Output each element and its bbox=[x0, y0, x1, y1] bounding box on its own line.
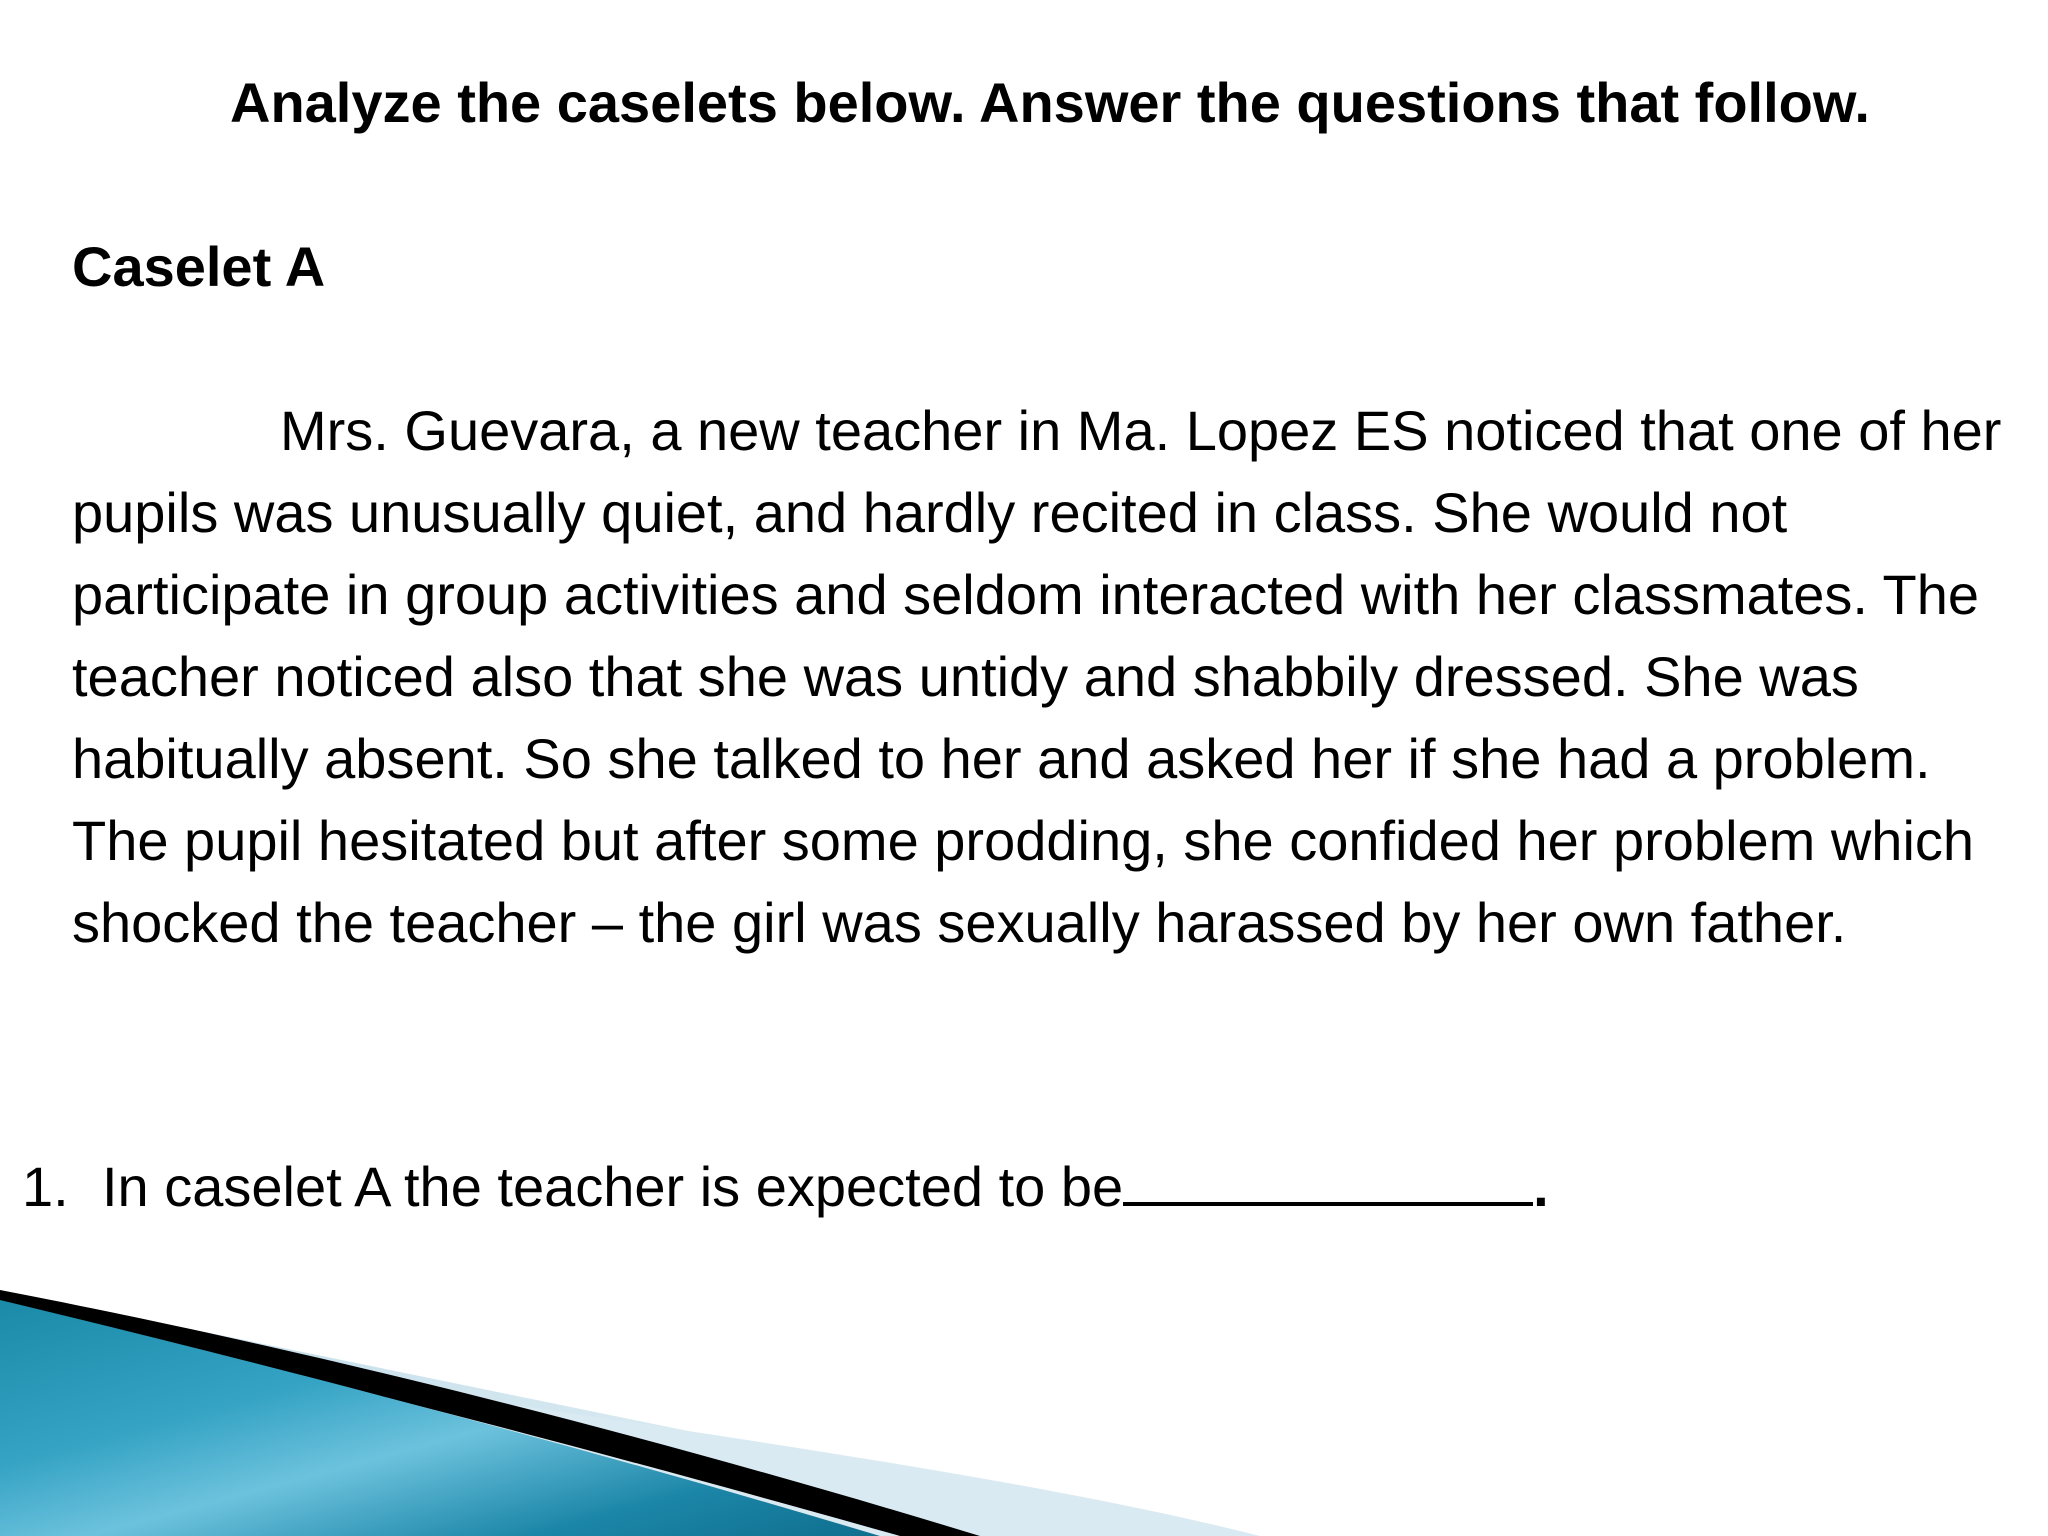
caselet-body: Mrs. Guevara, a new teacher in Ma. Lopez ES noticed that one of her pupils was unusually quiet, and hardly recited in class. She would not participate in group activities and seldom interacted with her classmates. The teacher noticed also that she was untidy and shabbily dressed. She was habitually absent. So she talked to her and asked her if she had a problem. The pupil hesitated but after some prodding, she confided her problem which shocked the teacher – the girl was sexually harassed by her own father. bbox=[72, 399, 2002, 954]
light-band bbox=[0, 1290, 1200, 1536]
answer-blank[interactable] bbox=[1123, 1146, 1533, 1206]
question-end-punctuation: . bbox=[1533, 1155, 1549, 1218]
teal-block bbox=[0, 1300, 880, 1536]
question-number: 1. bbox=[22, 1155, 69, 1218]
question-text: In caselet A the teacher is expected to be bbox=[102, 1155, 1124, 1218]
black-streak bbox=[0, 1290, 980, 1536]
caselet-title: Caselet A bbox=[72, 235, 326, 298]
instruction-heading: Analyze the caselets below. Answer the questions that follow. bbox=[230, 71, 1870, 134]
question-item bbox=[22, 1146, 1972, 1228]
pale-wedge bbox=[160, 1352, 1260, 1536]
